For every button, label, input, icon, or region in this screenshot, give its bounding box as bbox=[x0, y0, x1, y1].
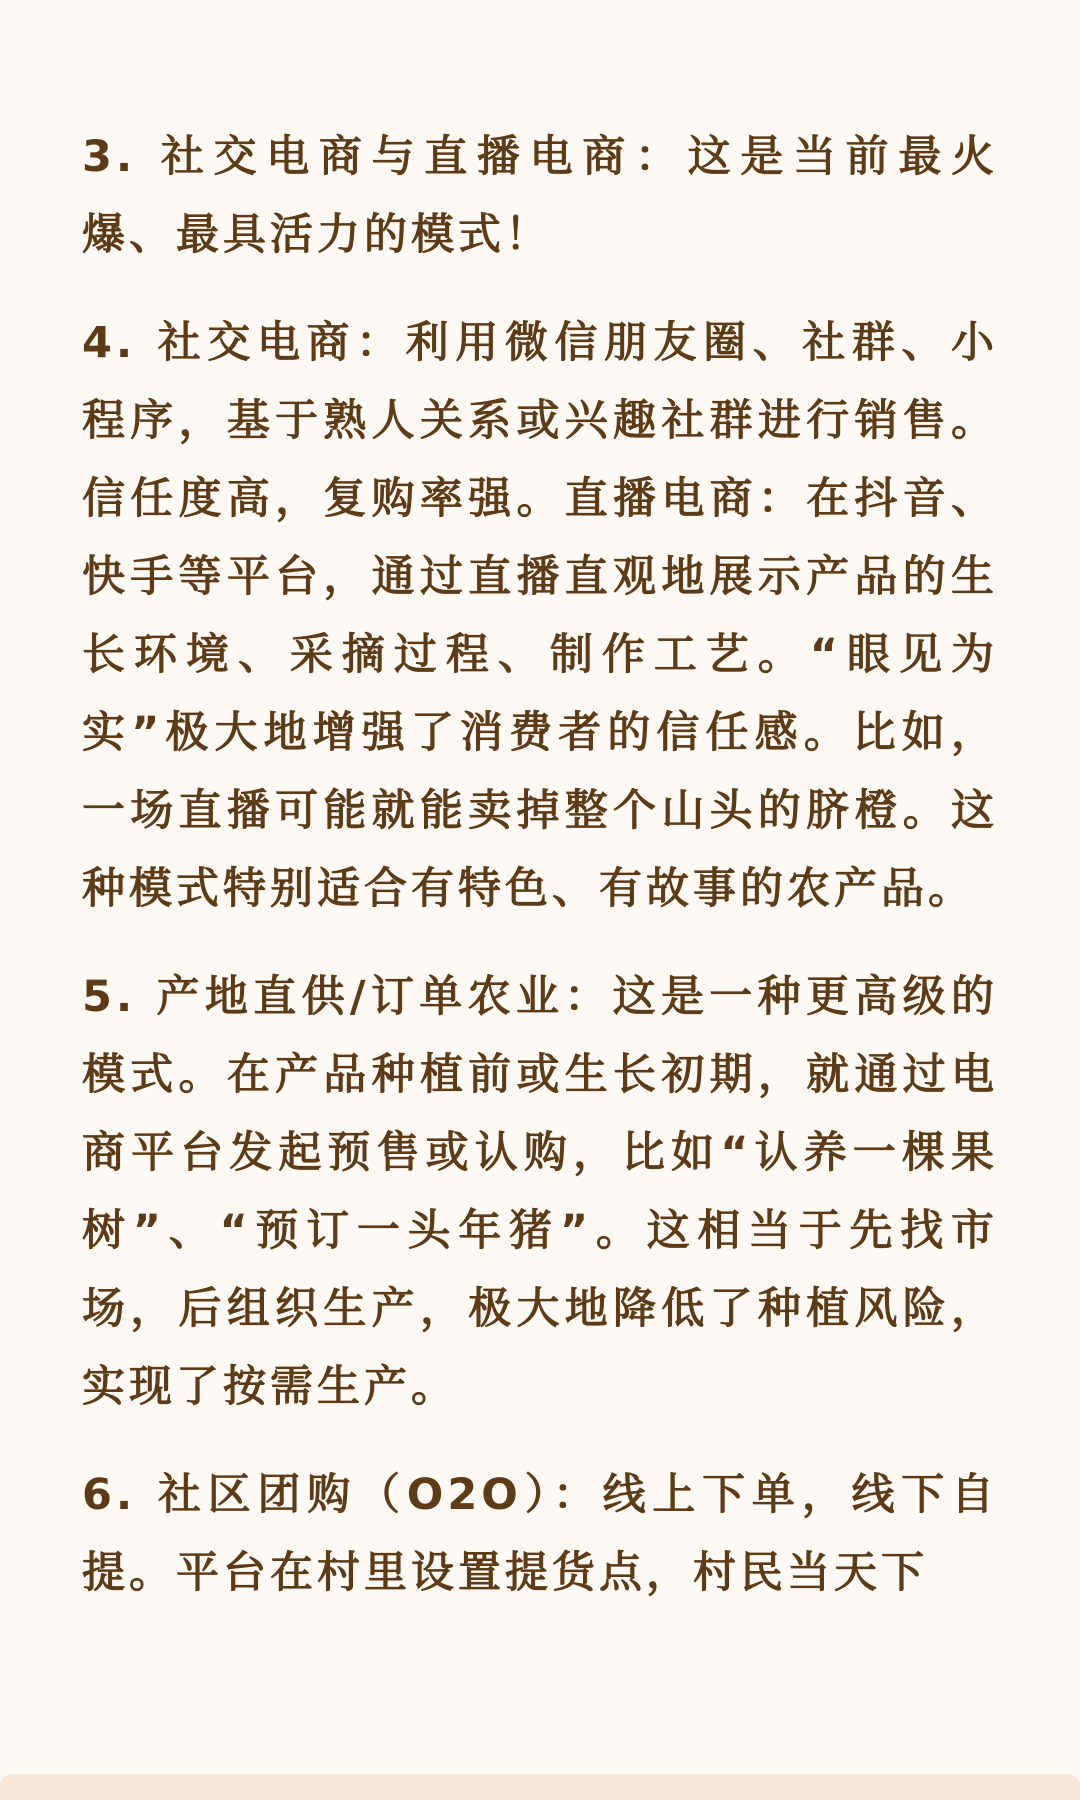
paragraph-5-direct-supply-order-farming: 5. 产地直供/订单农业：这是一种更高级的模式。在产品种植前或生长初期，就通过电商平台发起预售或认购，比如“认养一棵果树”、“预订一头年猪”。这相当于先找市场，后组织生产，极大地降低了种植风险，实现了按需生产。 bbox=[82, 972, 998, 1412]
paragraph-3-social-live-commerce: 3. 社交电商与直播电商：这是当前最火爆、最具活力的模式！ bbox=[82, 132, 998, 260]
paragraph-4-social-live-commerce-detail: 4. 社交电商：利用微信朋友圈、社群、小程序，基于熟人关系或兴趣社群进行销售。信任度高，复购率强。直播电商：在抖音、快手等平台，通过直播直观地展示产品的生长环境、采摘过程、制作工艺。“眼见为实”极大地增强了消费者的信任感。比如，一场直播可能就能卖掉整个山头的脐橙。这种模式特别适合有特色、有故事的农产品。 bbox=[82, 318, 998, 914]
article-body bbox=[82, 118, 998, 1642]
paragraph-6-community-group-buying: 6. 社区团购（O2O）：线上下单，线下自提。平台在村里设置提货点，村民当天下 bbox=[82, 1470, 998, 1598]
bottom-decorative-band bbox=[0, 1774, 1080, 1800]
